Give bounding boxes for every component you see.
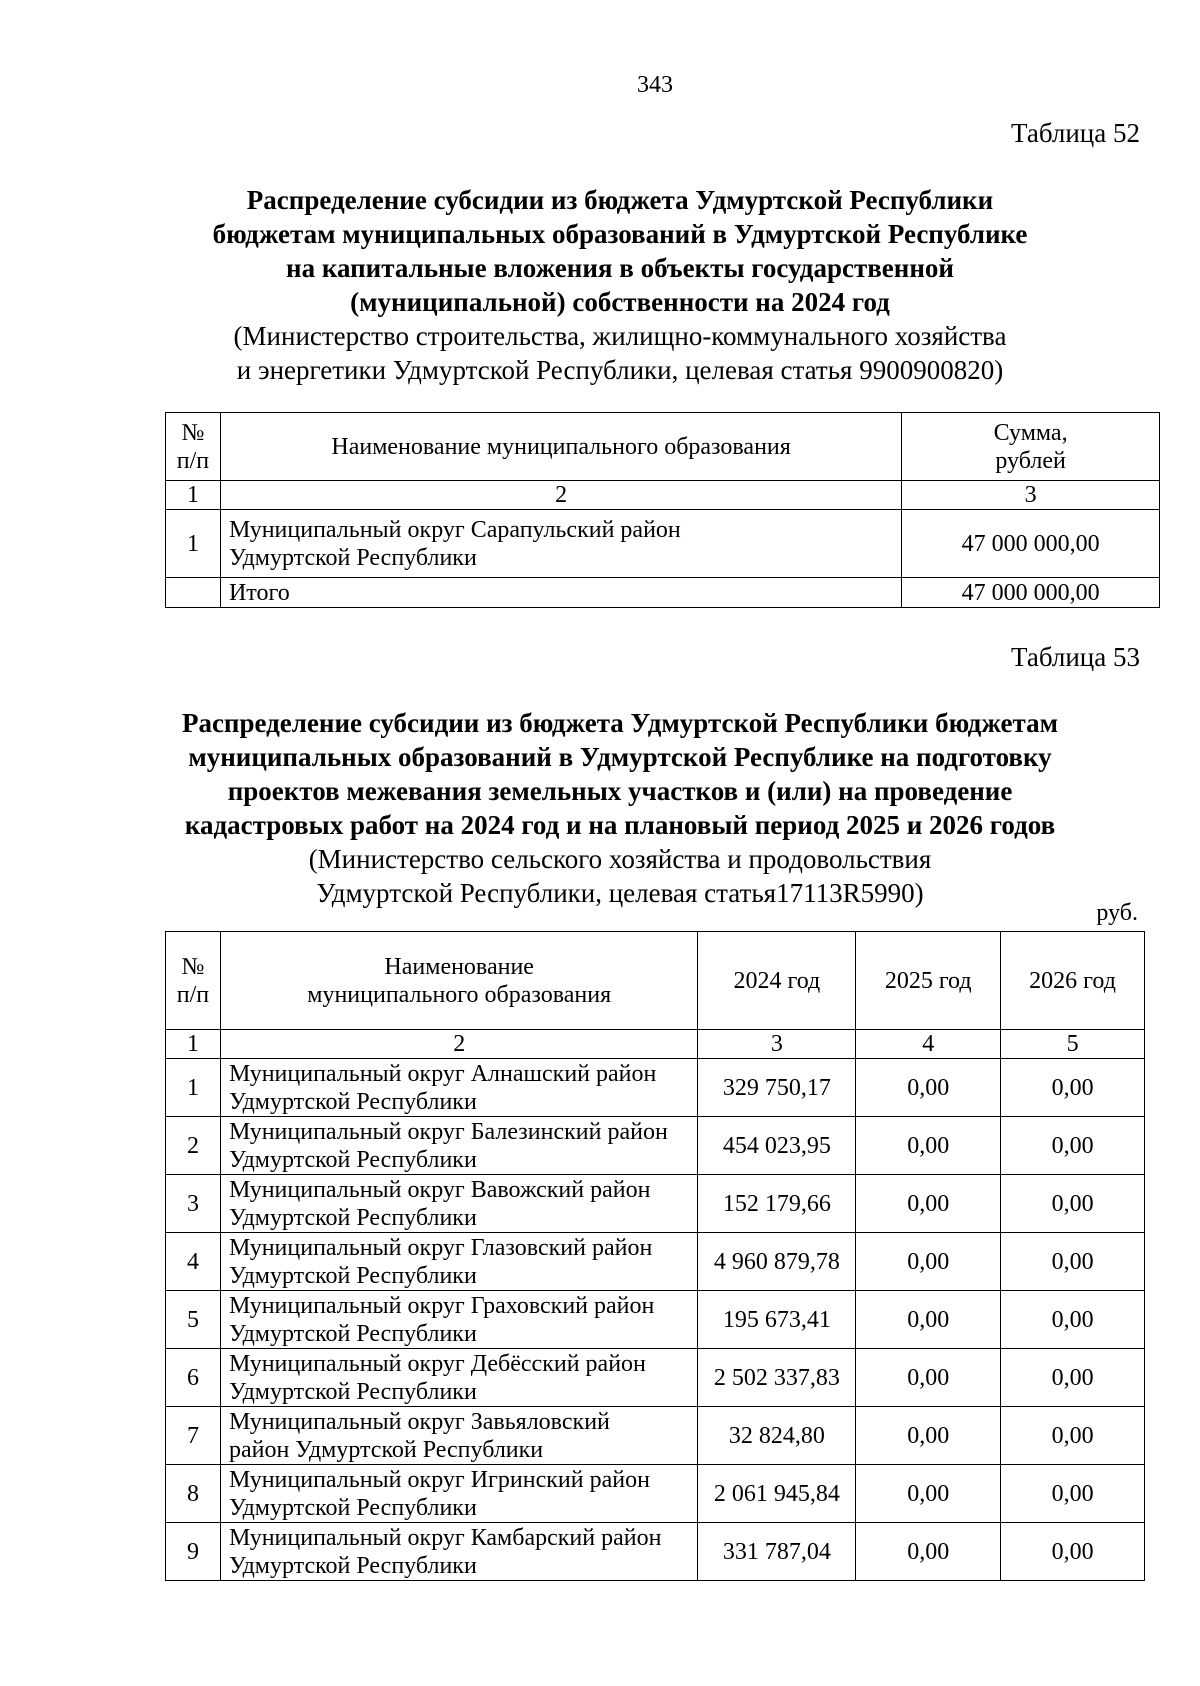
row-2024: 331 787,04 — [698, 1523, 856, 1581]
subtitle-line: и энергетики Удмуртской Республики, целевая статья 9900900820) — [236, 355, 1004, 385]
column-number-row — [166, 481, 1160, 510]
row-num: 3 — [166, 1175, 221, 1233]
table-row — [166, 1523, 1145, 1581]
table-row — [166, 1349, 1145, 1407]
header-num: № п/п — [166, 413, 221, 481]
title-line: проектов межевания земельных участков и (или) на проведение — [227, 776, 1013, 806]
table-52-heading — [100, 183, 1140, 387]
row-2025: 0,00 — [856, 1349, 1001, 1407]
row-2024: 2 502 337,83 — [698, 1349, 856, 1407]
table-53-heading — [100, 706, 1140, 910]
header-num: № п/п — [166, 932, 221, 1030]
table-row — [166, 1465, 1145, 1523]
subtitle-line: Удмуртской Республики, целевая статья17113R5990) — [316, 878, 924, 908]
header-name: Наименование муниципального образования — [220, 413, 901, 481]
row-name: Муниципальный округ Завьяловский район Удмуртской Республики — [220, 1407, 697, 1465]
row-2025: 0,00 — [856, 1465, 1001, 1523]
row-2024: 152 179,66 — [698, 1175, 856, 1233]
col-number: 2 — [220, 1030, 697, 1059]
header-row — [166, 413, 1160, 481]
table-row — [166, 510, 1160, 578]
total-label: Итого — [220, 578, 901, 608]
col-number: 4 — [856, 1030, 1001, 1059]
row-2024: 454 023,95 — [698, 1117, 856, 1175]
unit-label: руб. — [1096, 900, 1138, 926]
row-name: Муниципальный округ Алнашский район Удмуртской Республики — [220, 1059, 697, 1117]
title-line: на капитальные вложения в объекты государственной — [286, 253, 954, 283]
row-2026: 0,00 — [1001, 1175, 1145, 1233]
title-line: бюджетам муниципальных образований в Удмуртской Республике — [212, 219, 1028, 249]
total-num — [166, 578, 221, 608]
col-number: 1 — [166, 1030, 221, 1059]
row-2026: 0,00 — [1001, 1233, 1145, 1291]
table-row — [166, 1117, 1145, 1175]
row-2024: 4 960 879,78 — [698, 1233, 856, 1291]
table-row — [166, 1175, 1145, 1233]
header-2026: 2026 год — [1001, 932, 1145, 1030]
row-name: Муниципальный округ Балезинский район Удмуртской Республики — [220, 1117, 697, 1175]
row-num: 1 — [166, 510, 221, 578]
row-num: 4 — [166, 1233, 221, 1291]
title-line: муниципальных образований в Удмуртской Республике на подготовку — [188, 742, 1052, 772]
row-num: 8 — [166, 1465, 221, 1523]
title-line: (муниципальной) собственности на 2024 год — [350, 287, 890, 317]
table-53 — [165, 931, 1145, 1581]
col-number: 1 — [166, 481, 221, 510]
row-name: Муниципальный округ Глазовский район Удмуртской Республики — [220, 1233, 697, 1291]
row-2026: 0,00 — [1001, 1523, 1145, 1581]
row-2025: 0,00 — [856, 1523, 1001, 1581]
header-row — [166, 932, 1145, 1030]
total-row — [166, 578, 1160, 608]
total-sum: 47 000 000,00 — [902, 578, 1160, 608]
title-line: Распределение субсидии из бюджета Удмуртской Республики бюджетам — [181, 708, 1059, 738]
row-2025: 0,00 — [856, 1175, 1001, 1233]
header-sum: Сумма, рублей — [902, 413, 1160, 481]
row-name: Муниципальный округ Игринский район Удмуртской Республики — [220, 1465, 697, 1523]
row-num: 1 — [166, 1059, 221, 1117]
row-name: Муниципальный округ Дебёсский район Удмуртской Республики — [220, 1349, 697, 1407]
col-number: 2 — [220, 481, 901, 510]
row-num: 6 — [166, 1349, 221, 1407]
row-sum: 47 000 000,00 — [902, 510, 1160, 578]
row-2024: 32 824,80 — [698, 1407, 856, 1465]
row-2026: 0,00 — [1001, 1059, 1145, 1117]
table-52-label: Таблица 52 — [1011, 118, 1140, 148]
row-2025: 0,00 — [856, 1233, 1001, 1291]
table-52 — [165, 412, 1160, 608]
subtitle-line: (Министерство сельского хозяйства и продовольствия — [308, 844, 932, 874]
title-line: Распределение субсидии из бюджета Удмуртской Республики — [246, 185, 994, 215]
row-num: 9 — [166, 1523, 221, 1581]
row-name: Муниципальный округ Сарапульский район Удмуртской Республики — [220, 510, 901, 578]
col-number: 3 — [902, 481, 1160, 510]
row-name: Муниципальный округ Камбарский район Удмуртской Республики — [220, 1523, 697, 1581]
title-line: кадастровых работ на 2024 год и на плановый период 2025 и 2026 годов — [184, 810, 1056, 840]
row-num: 7 — [166, 1407, 221, 1465]
row-2025: 0,00 — [856, 1407, 1001, 1465]
col-number: 5 — [1001, 1030, 1145, 1059]
row-2026: 0,00 — [1001, 1291, 1145, 1349]
row-name: Муниципальный округ Вавожский район Удмуртской Республики — [220, 1175, 697, 1233]
row-2025: 0,00 — [856, 1117, 1001, 1175]
table-row — [166, 1291, 1145, 1349]
row-num: 5 — [166, 1291, 221, 1349]
header-name: Наименование муниципального образования — [220, 932, 697, 1030]
row-2026: 0,00 — [1001, 1407, 1145, 1465]
row-2024: 2 061 945,84 — [698, 1465, 856, 1523]
page-number: 343 — [637, 72, 673, 98]
header-2025: 2025 год — [856, 932, 1001, 1030]
table-row — [166, 1407, 1145, 1465]
subtitle-line: (Министерство строительства, жилищно-коммунального хозяйства — [233, 321, 1007, 351]
row-2026: 0,00 — [1001, 1465, 1145, 1523]
header-2024: 2024 год — [698, 932, 856, 1030]
table-53-label: Таблица 53 — [1011, 642, 1140, 672]
row-2026: 0,00 — [1001, 1349, 1145, 1407]
col-number: 3 — [698, 1030, 856, 1059]
row-name: Муниципальный округ Граховский район Удмуртской Республики — [220, 1291, 697, 1349]
table-row — [166, 1233, 1145, 1291]
column-number-row — [166, 1030, 1145, 1059]
table-row — [166, 1059, 1145, 1117]
row-2026: 0,00 — [1001, 1117, 1145, 1175]
row-2025: 0,00 — [856, 1059, 1001, 1117]
row-2025: 0,00 — [856, 1291, 1001, 1349]
row-2024: 195 673,41 — [698, 1291, 856, 1349]
row-num: 2 — [166, 1117, 221, 1175]
row-2024: 329 750,17 — [698, 1059, 856, 1117]
table-53-body — [166, 1059, 1145, 1581]
